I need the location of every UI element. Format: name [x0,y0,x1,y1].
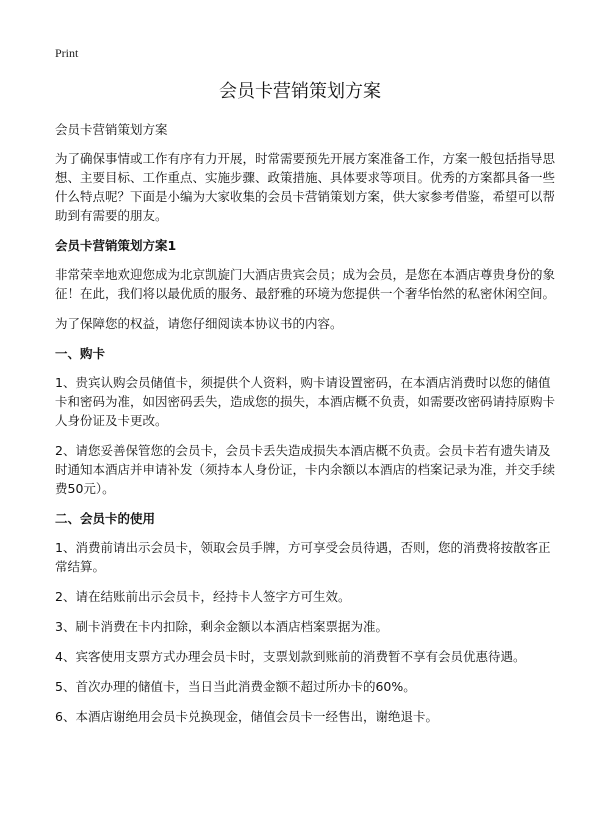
intro-paragraph: 为了确保事情或工作有序有力开展，时常需要预先开展方案准备工作，方案一般包括指导思想、主要目标、工作重点、实施步骤、政策措施、具体要求等项目。优秀的方案都具备一些什么特点呢？下面是小编为大家收集的会员卡营销策划方案，供大家参考借鉴，希望可以帮助到有需要的朋友。 [55,151,556,223]
document-body [55,120,555,737]
list-item: 5、首次办理的储值卡，当日当此消费金额不超过所办卡的60%。 [55,679,416,694]
document-subtitle: 会员卡营销策划方案 [55,122,168,137]
list-item: 1、消费前请出示会员卡，领取会员手牌，方可享受会员待遇，否则，您的消费将按散客正常结算。 [55,540,551,574]
list-item: 4、宾客使用支票方式办理会员卡时，支票划款到账前的消费暂不享有会员优惠待遇。 [55,649,526,664]
list-item: 3、刷卡消费在卡内扣除，剩余金额以本酒店档案票据为准。 [55,619,388,634]
welcome-paragraph: 非常荣幸地欢迎您成为北京凯旋门大酒店贵宾会员；成为会员，是您在本酒店尊贵身份的象征！在此，我们将以最优质的服务、最舒雅的环境为您提供一个奢华怡然的私密休闲空间。 [55,267,556,301]
print-link[interactable]: Print [55,46,79,60]
page-title: 会员卡营销策划方案 [219,81,381,102]
plan-heading: 会员卡营销策划方案1 [55,238,177,253]
section-heading-purchase: 一、购卡 [55,346,106,361]
read-notice-paragraph: 为了保障您的权益，请您仔细阅读本协议书的内容。 [55,316,343,331]
section-heading-usage: 二、会员卡的使用 [55,511,156,526]
list-item: 6、本酒店谢绝用会员卡兑换现金，储值会员卡一经售出，谢绝退卡。 [55,709,438,724]
list-item: 2、请在结账前出示会员卡，经持卡人签字方可生效。 [55,589,351,604]
list-item: 2、请您妥善保管您的会员卡，会员卡丢失造成损失本酒店概不负责。会员卡若有遗失请及时通知本酒店并申请补发（须持本人身份证，卡内余额以本酒店的档案记录为准，并交手续费50元）。 [55,443,556,496]
list-item: 1、贵宾认购会员储值卡，须提供个人资料，购卡请设置密码，在本酒店消费时以您的储值卡和密码为准，如因密码丢失，造成您的损失，本酒店概不负责，如需要改密码请持原购卡人身份证及卡更改。 [55,375,556,428]
